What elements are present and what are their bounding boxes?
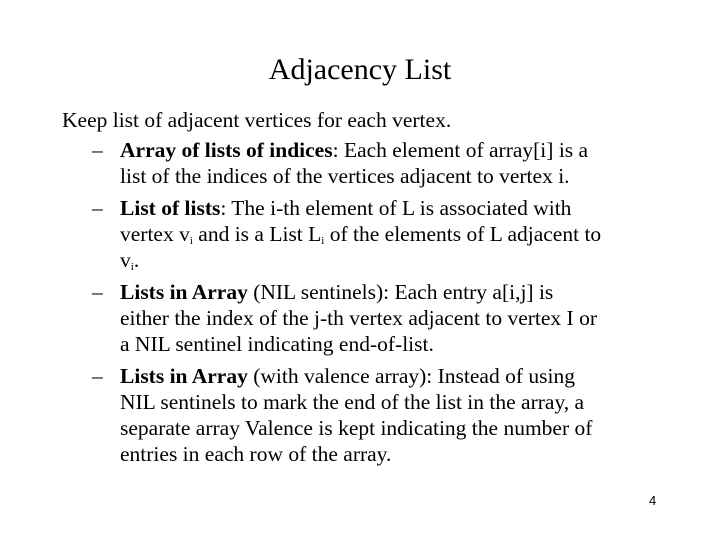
bullet-dash: – <box>92 364 103 388</box>
bullet-term: List of lists <box>120 196 221 220</box>
intro-text: Keep list of adjacent vertices for each vertex. <box>62 108 452 132</box>
bullet-dash: – <box>92 280 103 304</box>
slide-title: Adjacency List <box>268 53 452 86</box>
bullet-term: Lists in Array <box>120 364 248 388</box>
bullet-dash: – <box>92 196 103 220</box>
bullet-term: Lists in Array <box>120 280 248 304</box>
page-number: 4 <box>649 493 657 508</box>
bullet-dash: – <box>92 138 103 162</box>
bullet-term: Array of lists of indices <box>120 138 333 162</box>
